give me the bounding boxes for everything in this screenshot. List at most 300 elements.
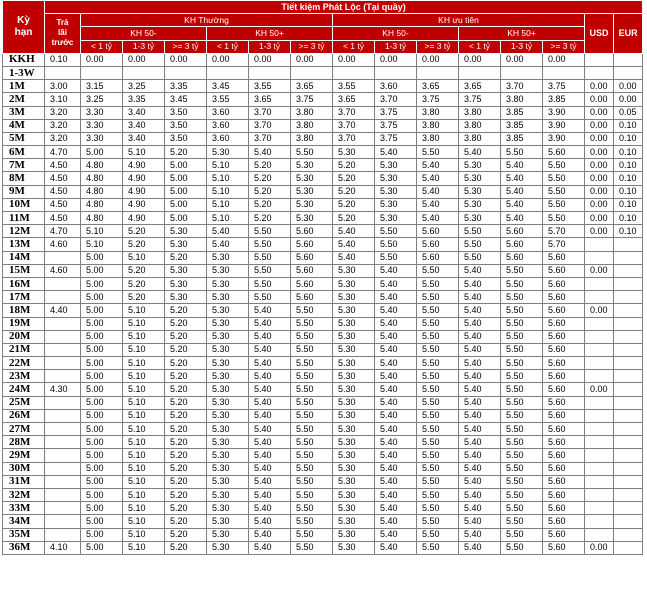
rate-cell: 5.60 <box>543 475 585 488</box>
rate-cell <box>614 238 643 251</box>
priority-customer-header: KH ưu tiên <box>333 14 585 27</box>
rate-cell: 5.60 <box>543 528 585 541</box>
rate-cell: 3.10 <box>45 93 81 106</box>
table-row <box>3 475 643 488</box>
rate-cell: 5.60 <box>543 515 585 528</box>
rate-cell: 3.20 <box>45 106 81 119</box>
rate-cell: 3.50 <box>165 119 207 132</box>
rate-cell: 5.60 <box>501 238 543 251</box>
rate-cell: 5.40 <box>249 396 291 409</box>
rate-cell: 3.50 <box>165 106 207 119</box>
rate-cell: 3.80 <box>417 106 459 119</box>
rate-cell <box>614 66 643 79</box>
rate-cell: 0.10 <box>614 132 643 145</box>
rate-cell: 5.30 <box>207 146 249 159</box>
rate-cell: 0.10 <box>614 146 643 159</box>
table-row <box>3 502 643 515</box>
rate-cell: 4.40 <box>45 304 81 317</box>
rate-cell: 5.20 <box>123 291 165 304</box>
rate-cell <box>614 370 643 383</box>
rate-cell: 5.40 <box>249 475 291 488</box>
rate-cell: 5.30 <box>375 172 417 185</box>
rate-cell: 5.50 <box>291 317 333 330</box>
rate-cell: 5.30 <box>207 304 249 317</box>
rate-cell: 5.40 <box>459 277 501 290</box>
table-row <box>3 423 643 436</box>
rate-cell: 5.30 <box>333 291 375 304</box>
table-header <box>3 1 643 54</box>
rate-cell: 5.10 <box>123 423 165 436</box>
rate-cell: 5.30 <box>207 515 249 528</box>
rate-cell: 5.50 <box>543 212 585 225</box>
rate-cell <box>614 357 643 370</box>
term-cell: 34M <box>3 515 45 528</box>
rate-cell <box>165 66 207 79</box>
rate-cell: 5.20 <box>249 159 291 172</box>
rate-cell: 5.30 <box>333 264 375 277</box>
rate-cell: 5.30 <box>207 436 249 449</box>
rate-cell: 5.50 <box>291 436 333 449</box>
rate-cell: 5.20 <box>165 317 207 330</box>
rate-cell: 5.40 <box>375 357 417 370</box>
term-cell: 1-3W <box>3 66 45 79</box>
rate-cell <box>45 449 81 462</box>
rate-cell: 3.30 <box>81 106 123 119</box>
rate-cell: 5.40 <box>249 357 291 370</box>
rate-cell: 5.40 <box>417 172 459 185</box>
rate-cell: 5.50 <box>249 264 291 277</box>
rate-cell <box>585 357 614 370</box>
term-column-header: Kỳ hạn <box>3 1 45 54</box>
rate-cell: 5.30 <box>333 357 375 370</box>
product-title: Tiết kiệm Phát Lộc (Tại quầy) <box>45 1 643 14</box>
rate-cell: 5.60 <box>543 357 585 370</box>
rate-cell: 3.20 <box>45 119 81 132</box>
rate-cell: 5.50 <box>417 515 459 528</box>
rate-cell: 5.50 <box>375 251 417 264</box>
rate-cell <box>585 462 614 475</box>
rate-cell: 5.40 <box>459 291 501 304</box>
rate-cell <box>45 396 81 409</box>
rate-cell: 5.50 <box>291 541 333 554</box>
term-cell: 33M <box>3 502 45 515</box>
rate-cell <box>45 502 81 515</box>
rate-cell: 5.30 <box>459 172 501 185</box>
rate-cell: 5.40 <box>459 502 501 515</box>
rate-cell: 5.50 <box>417 291 459 304</box>
rate-cell: 5.10 <box>123 396 165 409</box>
rate-cell: 3.60 <box>207 132 249 145</box>
rate-cell: 5.60 <box>543 304 585 317</box>
rate-cell: 3.30 <box>81 119 123 132</box>
rate-cell: 5.30 <box>207 541 249 554</box>
amount-tier-header: 1-3 tỷ <box>123 40 165 53</box>
rate-cell: 5.40 <box>459 264 501 277</box>
rate-cell: 5.40 <box>459 528 501 541</box>
rate-cell: 0.10 <box>614 212 643 225</box>
rate-cell: 5.40 <box>459 541 501 554</box>
rate-cell: 5.30 <box>459 185 501 198</box>
term-cell: 18M <box>3 304 45 317</box>
rate-cell: 5.60 <box>543 436 585 449</box>
rate-cell: 5.00 <box>81 304 123 317</box>
rate-cell: 5.60 <box>543 343 585 356</box>
rate-cell: 3.40 <box>123 119 165 132</box>
rate-cell <box>123 66 165 79</box>
term-cell: 19M <box>3 317 45 330</box>
table-row <box>3 93 643 106</box>
rate-cell: 3.65 <box>333 93 375 106</box>
rate-cell: 5.40 <box>249 502 291 515</box>
rate-cell <box>614 423 643 436</box>
rate-cell: 5.30 <box>207 502 249 515</box>
rate-cell: 0.10 <box>614 119 643 132</box>
rate-cell: 5.40 <box>417 185 459 198</box>
term-cell: 23M <box>3 370 45 383</box>
rate-cell: 5.30 <box>207 488 249 501</box>
rate-cell: 5.50 <box>459 251 501 264</box>
rate-cell: 5.50 <box>501 488 543 501</box>
rate-cell <box>45 528 81 541</box>
table-row <box>3 541 643 554</box>
rate-cell: 3.75 <box>417 93 459 106</box>
rate-cell: 0.00 <box>81 53 123 66</box>
rate-cell: 0.00 <box>333 53 375 66</box>
rate-cell: 5.30 <box>291 212 333 225</box>
amount-tier-header: 1-3 tỷ <box>249 40 291 53</box>
rate-cell: 0.10 <box>614 198 643 211</box>
rate-cell: 5.50 <box>501 146 543 159</box>
table-row <box>3 80 643 93</box>
rate-table-container <box>2 0 642 555</box>
rate-cell: 3.75 <box>291 93 333 106</box>
rate-cell: 5.40 <box>375 264 417 277</box>
rate-cell: 5.30 <box>333 423 375 436</box>
rate-cell <box>45 462 81 475</box>
rate-cell: 0.10 <box>45 53 81 66</box>
rate-cell: 5.30 <box>375 212 417 225</box>
table-row <box>3 396 643 409</box>
rate-cell: 5.60 <box>543 488 585 501</box>
rate-cell: 3.45 <box>165 93 207 106</box>
rate-cell: 5.50 <box>501 330 543 343</box>
rate-cell <box>585 528 614 541</box>
rate-cell <box>585 370 614 383</box>
rate-cell: 5.00 <box>81 343 123 356</box>
term-cell: 12M <box>3 225 45 238</box>
rate-cell <box>585 330 614 343</box>
rate-cell: 5.50 <box>291 396 333 409</box>
rate-cell: 3.85 <box>501 119 543 132</box>
rate-cell: 5.50 <box>417 317 459 330</box>
rate-cell: 5.20 <box>165 343 207 356</box>
rate-cell: 5.20 <box>249 212 291 225</box>
rate-cell: 5.20 <box>165 330 207 343</box>
rate-cell: 5.60 <box>501 225 543 238</box>
rate-cell: 5.30 <box>207 528 249 541</box>
table-row <box>3 462 643 475</box>
rate-cell <box>585 423 614 436</box>
regular-over50-header: KH 50+ <box>207 27 333 40</box>
rate-cell: 0.00 <box>291 53 333 66</box>
rate-cell: 3.85 <box>543 93 585 106</box>
rate-cell: 5.30 <box>375 159 417 172</box>
rate-cell: 0.00 <box>501 53 543 66</box>
rate-cell: 5.40 <box>249 146 291 159</box>
rate-cell: 4.30 <box>45 383 81 396</box>
term-cell: 8M <box>3 172 45 185</box>
table-row <box>3 212 643 225</box>
rate-cell: 3.25 <box>123 80 165 93</box>
rate-cell: 0.00 <box>585 132 614 145</box>
rate-cell: 5.20 <box>165 541 207 554</box>
rate-cell: 3.65 <box>249 93 291 106</box>
term-cell: 3M <box>3 106 45 119</box>
rate-cell: 5.50 <box>291 423 333 436</box>
rate-cell: 5.50 <box>543 172 585 185</box>
rate-cell: 0.05 <box>614 106 643 119</box>
rate-cell: 5.20 <box>165 436 207 449</box>
rate-cell: 3.15 <box>81 80 123 93</box>
rate-cell <box>614 53 643 66</box>
rate-cell: 0.00 <box>585 212 614 225</box>
rate-cell: 5.50 <box>417 423 459 436</box>
rate-cell <box>614 488 643 501</box>
rate-cell: 3.45 <box>207 80 249 93</box>
rate-cell <box>207 66 249 79</box>
amount-tier-header: < 1 tỷ <box>207 40 249 53</box>
term-cell: 35M <box>3 528 45 541</box>
amount-tier-header: >= 3 tỷ <box>543 40 585 53</box>
rate-cell: 5.30 <box>291 185 333 198</box>
term-cell: 32M <box>3 488 45 501</box>
rate-cell: 5.10 <box>123 357 165 370</box>
rate-cell: 5.00 <box>81 264 123 277</box>
rate-cell: 3.60 <box>375 80 417 93</box>
rate-cell: 5.00 <box>81 357 123 370</box>
rate-cell: 0.00 <box>543 53 585 66</box>
rate-cell <box>45 475 81 488</box>
rate-cell: 5.40 <box>459 409 501 422</box>
rate-cell: 5.00 <box>81 528 123 541</box>
rate-cell: 5.00 <box>81 502 123 515</box>
rate-cell: 5.20 <box>165 528 207 541</box>
rate-cell: 5.40 <box>375 291 417 304</box>
rate-cell: 5.50 <box>291 475 333 488</box>
rate-cell: 5.50 <box>501 277 543 290</box>
rate-cell: 3.80 <box>459 132 501 145</box>
rate-cell: 5.10 <box>123 409 165 422</box>
rate-cell: 5.30 <box>207 370 249 383</box>
rate-cell: 5.50 <box>417 409 459 422</box>
rate-cell <box>585 396 614 409</box>
rate-cell: 5.40 <box>375 330 417 343</box>
rate-cell: 5.20 <box>333 198 375 211</box>
rate-cell: 5.50 <box>417 277 459 290</box>
rate-cell: 4.70 <box>45 225 81 238</box>
rate-cell: 5.60 <box>501 251 543 264</box>
rate-cell <box>585 436 614 449</box>
rate-cell: 5.40 <box>375 277 417 290</box>
rate-cell: 0.00 <box>207 53 249 66</box>
rate-cell: 0.00 <box>585 119 614 132</box>
rate-cell: 0.00 <box>585 106 614 119</box>
rate-cell: 5.60 <box>291 225 333 238</box>
rate-cell: 3.55 <box>249 80 291 93</box>
rate-cell: 5.20 <box>333 212 375 225</box>
rate-cell: 4.90 <box>123 159 165 172</box>
rate-cell: 5.50 <box>291 488 333 501</box>
table-row <box>3 106 643 119</box>
rate-cell <box>375 66 417 79</box>
rate-cell: 5.10 <box>123 475 165 488</box>
rate-cell: 0.00 <box>459 53 501 66</box>
rate-cell <box>585 66 614 79</box>
rate-cell: 5.40 <box>207 225 249 238</box>
rate-cell: 5.20 <box>249 185 291 198</box>
rate-cell: 4.90 <box>123 172 165 185</box>
rate-cell: 0.10 <box>614 185 643 198</box>
rate-cell: 3.60 <box>207 119 249 132</box>
rate-cell: 5.50 <box>417 436 459 449</box>
rate-cell: 5.10 <box>207 159 249 172</box>
rate-cell: 5.10 <box>123 251 165 264</box>
table-row <box>3 277 643 290</box>
rate-cell: 5.20 <box>165 357 207 370</box>
rate-cell: 5.20 <box>165 251 207 264</box>
rate-cell: 5.40 <box>249 330 291 343</box>
table-row <box>3 132 643 145</box>
rate-cell: 5.60 <box>291 277 333 290</box>
rate-cell: 5.60 <box>543 264 585 277</box>
rate-cell <box>45 423 81 436</box>
rate-cell <box>614 304 643 317</box>
term-cell: 14M <box>3 251 45 264</box>
rate-cell: 5.10 <box>123 515 165 528</box>
rate-cell: 3.75 <box>375 119 417 132</box>
rate-cell: 5.20 <box>249 198 291 211</box>
rate-cell: 5.40 <box>249 462 291 475</box>
rate-cell: 5.60 <box>543 502 585 515</box>
rate-cell: 5.40 <box>459 330 501 343</box>
rate-cell: 5.10 <box>207 198 249 211</box>
rate-cell: 3.25 <box>81 93 123 106</box>
rate-cell: 5.50 <box>291 528 333 541</box>
rate-cell: 5.40 <box>459 396 501 409</box>
rate-cell <box>614 343 643 356</box>
rate-cell: 5.40 <box>375 436 417 449</box>
rate-cell: 5.40 <box>249 370 291 383</box>
rate-cell <box>45 277 81 290</box>
rate-cell <box>614 277 643 290</box>
term-cell: 21M <box>3 343 45 356</box>
rate-cell: 5.30 <box>207 396 249 409</box>
rate-cell <box>614 409 643 422</box>
rate-cell: 3.80 <box>459 106 501 119</box>
rate-cell: 3.70 <box>249 119 291 132</box>
rate-cell: 3.75 <box>375 132 417 145</box>
table-row <box>3 198 643 211</box>
table-row <box>3 172 643 185</box>
rate-cell: 5.60 <box>543 541 585 554</box>
rate-cell: 5.20 <box>249 172 291 185</box>
rate-cell <box>501 66 543 79</box>
rate-cell: 5.10 <box>81 238 123 251</box>
rate-cell: 5.50 <box>291 449 333 462</box>
rate-cell: 5.00 <box>81 370 123 383</box>
rate-cell: 5.40 <box>459 343 501 356</box>
rate-cell: 5.10 <box>207 172 249 185</box>
table-row <box>3 436 643 449</box>
rate-cell <box>45 330 81 343</box>
rate-cell: 5.40 <box>459 423 501 436</box>
rate-cell: 5.40 <box>375 528 417 541</box>
term-cell: 36M <box>3 541 45 554</box>
table-row <box>3 304 643 317</box>
rate-cell: 3.80 <box>291 106 333 119</box>
rate-cell: 5.50 <box>543 198 585 211</box>
rate-cell: 5.10 <box>123 449 165 462</box>
rate-cell: 5.50 <box>291 304 333 317</box>
rate-cell <box>614 475 643 488</box>
rate-cell: 3.80 <box>501 93 543 106</box>
rate-cell: 5.30 <box>165 277 207 290</box>
rate-cell: 5.40 <box>249 423 291 436</box>
rate-cell: 5.50 <box>501 502 543 515</box>
rate-cell: 5.70 <box>543 238 585 251</box>
table-row <box>3 343 643 356</box>
rate-cell: 3.85 <box>501 132 543 145</box>
rate-cell: 5.30 <box>459 159 501 172</box>
rate-cell: 5.50 <box>417 475 459 488</box>
term-cell: 30M <box>3 462 45 475</box>
table-row <box>3 357 643 370</box>
rate-cell: 0.00 <box>585 225 614 238</box>
rate-cell: 5.50 <box>291 146 333 159</box>
rate-cell: 5.30 <box>459 212 501 225</box>
rate-cell: 5.30 <box>333 449 375 462</box>
rate-cell: 5.30 <box>207 475 249 488</box>
rate-cell: 5.20 <box>123 238 165 251</box>
rate-cell <box>417 66 459 79</box>
table-row <box>3 251 643 264</box>
rate-cell: 5.30 <box>333 146 375 159</box>
rate-cell: 5.50 <box>249 238 291 251</box>
rate-cell: 5.00 <box>81 515 123 528</box>
rate-cell: 5.30 <box>207 251 249 264</box>
rate-cell: 5.50 <box>417 449 459 462</box>
rate-cell: 5.40 <box>375 515 417 528</box>
rate-cell: 5.50 <box>501 357 543 370</box>
term-cell: 7M <box>3 159 45 172</box>
rate-cell: 3.60 <box>207 106 249 119</box>
rate-cell: 5.10 <box>123 502 165 515</box>
rate-cell: 5.40 <box>249 488 291 501</box>
rate-cell: 5.10 <box>123 488 165 501</box>
rate-cell: 3.55 <box>207 93 249 106</box>
rate-cell: 5.40 <box>459 304 501 317</box>
rate-cell: 5.30 <box>333 436 375 449</box>
rate-cell: 3.90 <box>543 119 585 132</box>
rate-cell: 4.80 <box>81 212 123 225</box>
term-cell: 15M <box>3 264 45 277</box>
rate-cell: 5.30 <box>207 357 249 370</box>
table-row <box>3 225 643 238</box>
rate-cell: 5.50 <box>291 330 333 343</box>
rate-cell: 5.00 <box>81 317 123 330</box>
rate-cell: 3.70 <box>333 119 375 132</box>
rate-cell: 5.40 <box>375 343 417 356</box>
